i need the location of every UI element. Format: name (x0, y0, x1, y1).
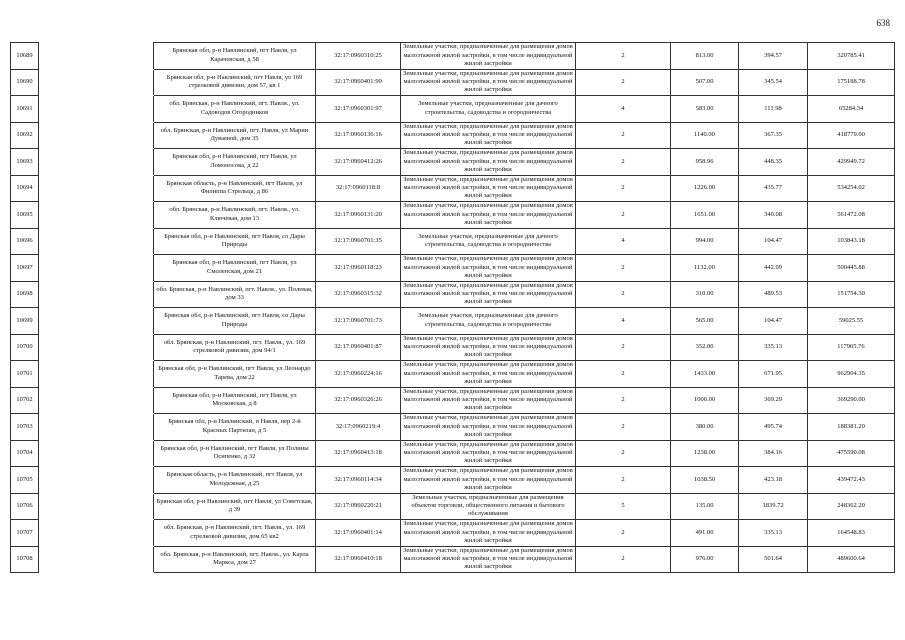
row-number: 10696 (11, 228, 39, 255)
cadastral-number-cell: 32:17:0960114:34 (316, 467, 401, 494)
cadastral-number-cell: 32:17:0960301:97 (316, 96, 401, 123)
specific-value-cell: 335.13 (739, 520, 808, 547)
group-cell: 2 (576, 467, 671, 494)
table-row (11, 43, 895, 70)
group-cell: 2 (576, 255, 671, 282)
land-category-cell: Земельные участки, предназначенные для размещения домов малоэтажной жилой застройки, в том числе индивидуальной жилой застройки (401, 149, 576, 176)
row-number: 10693 (11, 149, 39, 176)
table-row (11, 414, 895, 441)
cadastral-value-cell: 164548.83 (808, 520, 895, 547)
table-row (11, 493, 895, 520)
table-row (11, 467, 895, 494)
specific-value-cell: 394.57 (739, 43, 808, 70)
cadastral-number-cell: 32:17:0960220:21 (316, 493, 401, 520)
row-number: 10695 (11, 202, 39, 229)
address-cell: Брянская обл, р-н Навлинский, пгт Навля, ул Ломоносова, д 22 (154, 149, 316, 176)
cadastral-number-cell: 32:17:0960118:23 (316, 255, 401, 282)
spacer-cell (39, 308, 154, 335)
table-body (11, 43, 895, 573)
land-registry-table (10, 42, 895, 573)
table-row (11, 122, 895, 149)
address-cell: Брянская обл, р-н Навлинский, пгт Навля, со Дары Природы (154, 308, 316, 335)
table-row (11, 149, 895, 176)
land-category-cell: Земельные участки, предназначенные для размещения домов малоэтажной жилой застройки, в том числе индивидуальной жилой застройки (401, 43, 576, 70)
spacer-cell (39, 202, 154, 229)
land-category-cell: Земельные участки, предназначенные для размещения домов малоэтажной жилой застройки, в том числе индивидуальной жилой застройки (401, 361, 576, 388)
page-number: 638 (876, 18, 890, 28)
address-cell: Брянская обл, р-н Навлинский, пгт Навля, со Дары Природы (154, 228, 316, 255)
land-category-cell: Земельные участки, предназначенные для размещения домов малоэтажной жилой застройки, в том числе индивидуальной жилой застройки (401, 281, 576, 308)
address-cell: обл. Брянская, р-н Навлинский, пгт. Навля., ул. Садоводов Огородников (154, 96, 316, 123)
area-cell: 958.96 (671, 149, 739, 176)
cadastral-value-cell: 151754.30 (808, 281, 895, 308)
cadastral-number-cell: 32:17:0960412:26 (316, 149, 401, 176)
specific-value-cell: 384.16 (739, 440, 808, 467)
specific-value-cell: 111.98 (739, 96, 808, 123)
table-row (11, 96, 895, 123)
spacer-cell (39, 255, 154, 282)
row-number: 10708 (11, 546, 39, 573)
table-row (11, 69, 895, 96)
address-cell: Брянская обл, р-н Навлинский, пгт Навля, ул 169 стрелковой дивизии, дом 57, кв 1 (154, 69, 316, 96)
group-cell: 2 (576, 175, 671, 202)
area-cell: 994.00 (671, 228, 739, 255)
cadastral-number-cell: 32:17:0960413:18 (316, 440, 401, 467)
table-row (11, 520, 895, 547)
land-category-cell: Земельные участки, предназначенные для дачного строительства, садоводства и огородничества (401, 308, 576, 335)
specific-value-cell: 367.35 (739, 122, 808, 149)
cadastral-number-cell: 32:17:0960131:20 (316, 202, 401, 229)
group-cell: 2 (576, 149, 671, 176)
spacer-cell (39, 149, 154, 176)
cadastral-value-cell: 59025.55 (808, 308, 895, 335)
land-category-cell: Земельные участки, предназначенные для размещения домов малоэтажной жилой застройки, в том числе индивидуальной жилой застройки (401, 334, 576, 361)
group-cell: 2 (576, 69, 671, 96)
spacer-cell (39, 122, 154, 149)
group-cell: 2 (576, 520, 671, 547)
cadastral-value-cell: 429949.72 (808, 149, 895, 176)
address-cell: Брянская область, р-н Навлинский, пгт Навля, ул Филиппа Стрельца, д 86 (154, 175, 316, 202)
cadastral-value-cell: 117965.76 (808, 334, 895, 361)
area-cell: 1651.00 (671, 202, 739, 229)
specific-value-cell: 495.74 (739, 414, 808, 441)
area-cell: 1238.00 (671, 440, 739, 467)
group-cell: 2 (576, 440, 671, 467)
area-cell: 976.00 (671, 546, 739, 573)
row-number: 10690 (11, 69, 39, 96)
row-number: 10702 (11, 387, 39, 414)
land-category-cell: Земельные участки, предназначенные для размещения домов малоэтажной жилой застройки, в том числе индивидуальной жилой застройки (401, 546, 576, 573)
group-cell: 5 (576, 493, 671, 520)
row-number: 10701 (11, 361, 39, 388)
row-number: 10706 (11, 493, 39, 520)
address-cell: обл. Брянская, р-н Навлинский, пгт. Навля., ул. Ключевая, дом 13 (154, 202, 316, 229)
cadastral-value-cell: 65284.34 (808, 96, 895, 123)
address-cell: Брянская обл, р-н Навлинский, пгт Навля, ул Смоленская, дом 21 (154, 255, 316, 282)
table-row (11, 440, 895, 467)
land-category-cell: Земельные участки, предназначенные для дачного строительства, садоводства и огородничества (401, 96, 576, 123)
table-row (11, 334, 895, 361)
row-number: 10707 (11, 520, 39, 547)
land-category-cell: Земельные участки, предназначенные для размещения домов малоэтажной жилой застройки, в том числе индивидуальной жилой застройки (401, 520, 576, 547)
row-number: 10705 (11, 467, 39, 494)
area-cell: 1226.00 (671, 175, 739, 202)
cadastral-value-cell: 418779.00 (808, 122, 895, 149)
land-category-cell: Земельные участки, предназначенные для размещения домов малоэтажной жилой застройки, в том числе индивидуальной жилой застройки (401, 467, 576, 494)
address-cell: обл. Брянская, р-н Навлинский, пгт. Навля., ул. 169 стрелковой дивизии, дом 94/1 (154, 334, 316, 361)
land-category-cell: Земельные участки, предназначенные для размещения домов малоэтажной жилой застройки, в том числе индивидуальной жилой застройки (401, 122, 576, 149)
row-number: 10700 (11, 334, 39, 361)
cadastral-number-cell: 32:17:0960315:32 (316, 281, 401, 308)
spacer-cell (39, 520, 154, 547)
group-cell: 2 (576, 414, 671, 441)
specific-value-cell: 345.54 (739, 69, 808, 96)
table-row (11, 387, 895, 414)
specific-value-cell: 448.35 (739, 149, 808, 176)
cadastral-value-cell: 320785.41 (808, 43, 895, 70)
spacer-cell (39, 96, 154, 123)
cadastral-number-cell: 32:17:0960410:18 (316, 546, 401, 573)
cadastral-number-cell: 32:17:0960401:14 (316, 520, 401, 547)
land-category-cell: Земельные участки, предназначенные для размещения домов малоэтажной жилой застройки, в том числе индивидуальной жилой застройки (401, 440, 576, 467)
group-cell: 2 (576, 281, 671, 308)
row-number: 10691 (11, 96, 39, 123)
address-cell: Брянская обл, р-н Навлинский, пгт Навля, ул Леонардо Тарева, дом 22 (154, 361, 316, 388)
cadastral-number-cell: 32:17:0960118:8 (316, 175, 401, 202)
land-category-cell: Земельные участки, предназначенные для размещения домов малоэтажной жилой застройки, в том числе индивидуальной жилой застройки (401, 414, 576, 441)
row-number: 10692 (11, 122, 39, 149)
cadastral-value-cell: 561472.08 (808, 202, 895, 229)
row-number: 10699 (11, 308, 39, 335)
land-category-cell: Земельные участки, предназначенные для размещения домов малоэтажной жилой застройки, в том числе индивидуальной жилой застройки (401, 387, 576, 414)
specific-value-cell: 104.47 (739, 308, 808, 335)
area-cell: 583.00 (671, 96, 739, 123)
group-cell: 4 (576, 96, 671, 123)
table-row (11, 175, 895, 202)
group-cell: 4 (576, 308, 671, 335)
spacer-cell (39, 69, 154, 96)
group-cell: 2 (576, 202, 671, 229)
cadastral-number-cell: 32:17:0960224:16 (316, 361, 401, 388)
land-category-cell: Земельные участки, предназначенные для размещения домов малоэтажной жилой застройки, в том числе индивидуальной жилой застройки (401, 69, 576, 96)
spacer-cell (39, 334, 154, 361)
spacer-cell (39, 281, 154, 308)
spacer-cell (39, 387, 154, 414)
cadastral-number-cell: 32:17:0960219:4 (316, 414, 401, 441)
table-row (11, 308, 895, 335)
spacer-cell (39, 43, 154, 70)
cadastral-value-cell: 489600.64 (808, 546, 895, 573)
specific-value-cell: 442.09 (739, 255, 808, 282)
row-number: 10698 (11, 281, 39, 308)
specific-value-cell: 671.95 (739, 361, 808, 388)
row-number: 10704 (11, 440, 39, 467)
area-cell: 813.00 (671, 43, 739, 70)
group-cell: 2 (576, 361, 671, 388)
specific-value-cell: 423.18 (739, 467, 808, 494)
area-cell: 1140.00 (671, 122, 739, 149)
area-cell: 565.00 (671, 308, 739, 335)
row-number: 10694 (11, 175, 39, 202)
cadastral-value-cell: 962904.35 (808, 361, 895, 388)
address-cell: обл. Брянская, р-н Навлинский, пгт. Навля., ул. Карла Маркса, дом 27 (154, 546, 316, 573)
address-cell: Брянская область, р-н Навлинский, пгт Навля, ул Молодежная, д 25 (154, 467, 316, 494)
spacer-cell (39, 546, 154, 573)
table-row (11, 281, 895, 308)
spacer-cell (39, 467, 154, 494)
group-cell: 2 (576, 43, 671, 70)
cadastral-value-cell: 103843.18 (808, 228, 895, 255)
area-cell: 1038.50 (671, 467, 739, 494)
address-cell: Брянская обл, р-н Навлинский, пгт Навля, ул Полины Осипенко, д 32 (154, 440, 316, 467)
spacer-cell (39, 175, 154, 202)
land-category-cell: Земельные участки, предназначенные для размещения домов малоэтажной жилой застройки, в том числе индивидуальной жилой застройки (401, 255, 576, 282)
address-cell: обл. Брянская, р-н Навлинский, пгт. Навля., ул. 169 стрелковой дивизии, дом 65 кв2 (154, 520, 316, 547)
row-number: 10703 (11, 414, 39, 441)
cadastral-value-cell: 475590.08 (808, 440, 895, 467)
spacer-cell (39, 493, 154, 520)
specific-value-cell: 340.08 (739, 202, 808, 229)
specific-value-cell: 369.29 (739, 387, 808, 414)
table-row (11, 202, 895, 229)
group-cell: 2 (576, 334, 671, 361)
address-cell: Брянская обл, р-н Навлинский, п Навля, пер 2-й Красных Партизан, д 5 (154, 414, 316, 441)
row-number: 10697 (11, 255, 39, 282)
cadastral-number-cell: 32:17:0960401:99 (316, 69, 401, 96)
area-cell: 1000.00 (671, 387, 739, 414)
cadastral-value-cell: 248362.20 (808, 493, 895, 520)
table-row (11, 228, 895, 255)
spacer-cell (39, 440, 154, 467)
area-cell: 310.00 (671, 281, 739, 308)
row-number: 10689 (11, 43, 39, 70)
cadastral-number-cell: 32:17:0960701:35 (316, 228, 401, 255)
group-cell: 2 (576, 546, 671, 573)
area-cell: 507.00 (671, 69, 739, 96)
land-category-cell: Земельные участки, предназначенные для размещения домов малоэтажной жилой застройки, в том числе индивидуальной жилой застройки (401, 202, 576, 229)
group-cell: 2 (576, 122, 671, 149)
cadastral-value-cell: 439472.43 (808, 467, 895, 494)
cadastral-value-cell: 175188.78 (808, 69, 895, 96)
area-cell: 135.00 (671, 493, 739, 520)
address-cell: обл. Брянская, р-н Навлинский, пгт. Навля, ул Марии Дуваевой, дом 35 (154, 122, 316, 149)
specific-value-cell: 335.13 (739, 334, 808, 361)
area-cell: 1132.00 (671, 255, 739, 282)
specific-value-cell: 1839.72 (739, 493, 808, 520)
group-cell: 4 (576, 228, 671, 255)
cadastral-value-cell: 369290.00 (808, 387, 895, 414)
cadastral-value-cell: 188381.20 (808, 414, 895, 441)
spacer-cell (39, 361, 154, 388)
specific-value-cell: 501.64 (739, 546, 808, 573)
area-cell: 1433.00 (671, 361, 739, 388)
table-row (11, 361, 895, 388)
specific-value-cell: 104.47 (739, 228, 808, 255)
specific-value-cell: 435.77 (739, 175, 808, 202)
cadastral-number-cell: 32:17:0960310:25 (316, 43, 401, 70)
address-cell: Брянская обл, р-н Навлинский, пгт Навля, ул Карачевская, д 58 (154, 43, 316, 70)
specific-value-cell: 489.53 (739, 281, 808, 308)
cadastral-value-cell: 500445.88 (808, 255, 895, 282)
address-cell: обл. Брянская, р-н Навлинский, пгт. Навля., ул. Полевая, дом 33 (154, 281, 316, 308)
cadastral-number-cell: 32:17:0960701:73 (316, 308, 401, 335)
cadastral-value-cell: 534254.02 (808, 175, 895, 202)
table-row (11, 255, 895, 282)
cadastral-number-cell: 32:17:0960326:26 (316, 387, 401, 414)
land-category-cell: Земельные участки, предназначенные для размещения объектов торговли, общественного питания и бытового обслуживания (401, 493, 576, 520)
area-cell: 380.00 (671, 414, 739, 441)
cadastral-number-cell: 32:17:0960136:16 (316, 122, 401, 149)
spacer-cell (39, 228, 154, 255)
spacer-cell (39, 414, 154, 441)
address-cell: Брянская обл, р-н Навлинский, пгт Навля, ул Московская, д 8 (154, 387, 316, 414)
area-cell: 352.00 (671, 334, 739, 361)
cadastral-number-cell: 32:17:0960401:87 (316, 334, 401, 361)
table-row (11, 546, 895, 573)
land-category-cell: Земельные участки, предназначенные для размещения домов малоэтажной жилой застройки, в том числе индивидуальной жилой застройки (401, 175, 576, 202)
land-category-cell: Земельные участки, предназначенные для дачного строительства, садоводства и огородничества (401, 228, 576, 255)
address-cell: Брянская обл, р-н Навлинский, пгт Навля, ул Советская, д 39 (154, 493, 316, 520)
area-cell: 491.00 (671, 520, 739, 547)
group-cell: 2 (576, 387, 671, 414)
